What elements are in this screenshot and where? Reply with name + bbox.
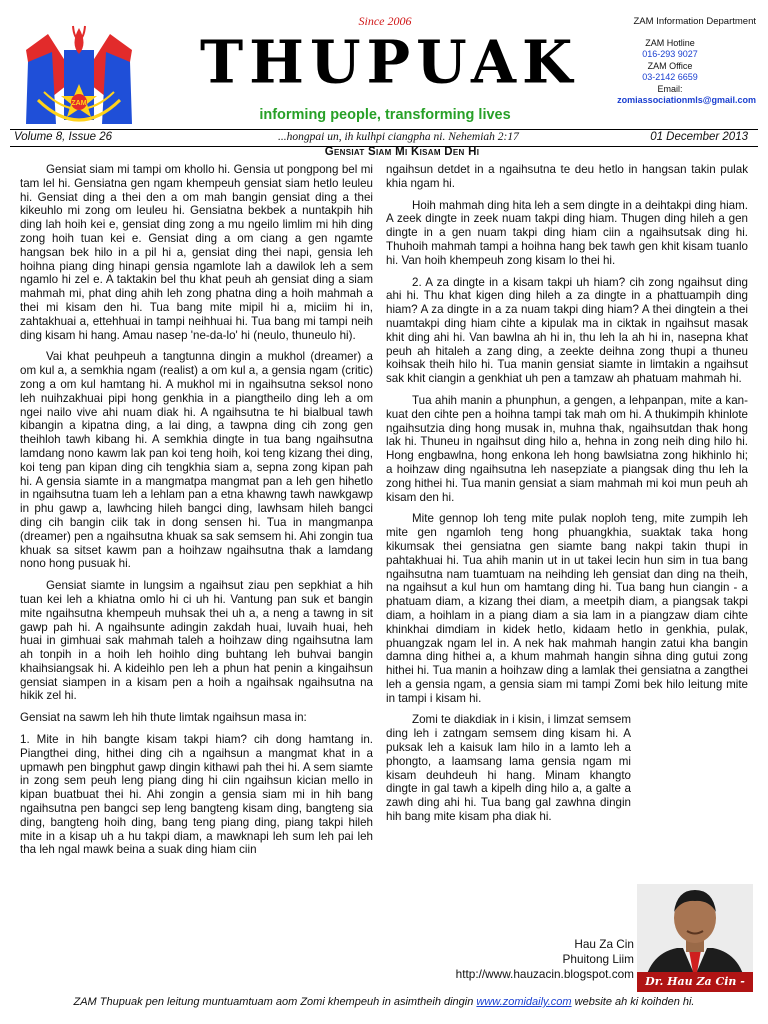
tagline: informing people, transforming lives — [259, 107, 511, 123]
author-blog-link[interactable]: http://www.hauzacin.blogspot.com — [455, 967, 634, 981]
department-label: ZAM Information Department — [633, 16, 756, 27]
footer-website-link[interactable]: www.zomidaily.com — [476, 996, 572, 1008]
paragraph: Zomi te diakdiak in i kisin, i limzat semsem ding leh i zatngam semsem ding kisam hi. A puksak leh a kaisuk lam hilo in a lamto leh a phongto, a laamsang lama gensia ngam mi kisam deuhdeuh hi hang. Minam khangto dingte in gal tawh a kipelh ding hilo a, a galte a zawh ding ahi hi. Tua bang gal zawhna dingin hih bang mite kisam pha diak hi. — [386, 713, 631, 824]
since-label: Since 2006 — [358, 14, 412, 28]
paragraph: ngaihsun detdet in a ngaihsutna te deu hetlo in hangsan takin pulak khia ngam hi. — [386, 163, 748, 190]
paragraph: 2. A za dingte in a kisam takpi uh hiam? cih zong ngaihsut ding ahi hi. Thu khat kigen ding hileh a za dingte in a phattuampih ding hiam? A za dingte in a za nuam takpi ding hiam? A thei dingtein a thei nuamtakpi ding hiam cihte a kipulak ma in ciktak in ngaihsut masak khit ding ahi hi. Van bawlna ah hi in, thu leh la ah hi in, nasepna khat peuh ah hitaleh a zang ding, a zeekte deihna zong thupi a thuneu koihsak theih hilo hi. Tua manin gensiat siamte in limtakin a ngaihsut sak khit ciangin a genkhiat uh pen a tamzaw ah phatuam mahmah hi. — [386, 275, 748, 386]
paragraph: Gensiat siam mi tampi om khollo hi. Gensia ut pongpong bel mi tam lel hi. Gensiatna gen ngam khempeuh gensiat siam hetlo leuleu hi. Gensiat ding a thei den a om mah bangin gensiat ding a thei kikeuhlo mi zong om leuleu hi. Gensiatna bekbek a nuntakpih hih ding lah hoih kei e, gensiat ding zong a mu ngeilo limlim mi hih ding zong hoih tuan kei e. Gensiat ding a om ciang a gen ngamte hangsan bek hilo in a pil hi a, gensiat ding thei napi, gensia leh hoihna piang ding hinapi gensia ngamlote lah a dawilok leh a sem ngamlo hi zel e. A taktakin bel thu khat peuh ah gensiat ding a siam mahmah mi, phat ding ahih leh zong phatna ding a hoih mahmah a thei mi kisam den hi. Tua bang mite mipil hi a, miciim hi in, zahtakhuai a, ettehhuai in tampi neihhuai hi. Tua bang mi tampi neih ding kisam hi hang. Amau nasep 'ne-da-lo' hi (neulo, thuneulo hi). — [20, 163, 373, 342]
issue-date: 01 December 2013 — [650, 131, 748, 143]
article-column-left — [20, 163, 373, 865]
footer-text-end: website ah ki koihden hi. — [574, 996, 695, 1008]
office-number[interactable]: 03-2142 6659 — [642, 72, 698, 82]
email-label: Email: — [657, 83, 683, 94]
footer-text: ZAM Thupuak pen leitung muntuamtuam aom Zomi khempeuh in asimtheih dingin — [73, 996, 474, 1008]
paragraph: Tua ahih manin a phunphun, a gengen, a lehpanpan, mite a kan-kuat den cihte pen a hoihna tampi tak mah om hi. A thukimpih khinlote ngaihsutzia ding hong musak in, muhna thak, ngaihsutdan thak hong lak hi. Thuneu in ngaihsut ding hilo a, hehna in zong neih ding hilo hi. Hong engbawlna, hong enkona leh hong bawlsiatna zong hikhinlo hi; a hoihzaw ding ngaihsutna leh nasepziate a piangsak ding thu leh la zong hithei hi. Tua manin gensiat a siam mahmah mi koi mun peuh ah kisam den hi. — [386, 393, 748, 504]
scripture-quote: ...hongpai un, ih kulhpi ciangpha ni. Nehemiah 2:17 — [278, 131, 519, 143]
logo-text: ZAM — [71, 100, 87, 107]
article-headline: Gensiat Siam Mi Kisam Den Hi — [324, 146, 480, 158]
hotline-number[interactable]: 016-293 9027 — [642, 49, 698, 59]
newspaper-title: THUPUAK — [200, 27, 579, 97]
paragraph: Gensiat na sawm leh hih thute limtak ngaihsun masa in: — [20, 711, 307, 725]
author-location: Phuitong Liim — [562, 952, 634, 966]
contact-info — [580, 16, 760, 107]
paragraph: Mite gennop loh teng mite pulak noploh teng, mite zumpih leh mite gen ngamloh teng hong phuangkhia, suaktak taka hong kikumsak thei gensiatna gen siamte bang nakpi takin thupi in pahtakhuai hi. Tua ahih manin ut in ut takei lecin hun sim in tua bang ngaihsutna nam tuamtuam na neihding leh gensiat dan ding na theih, na ngaihsut a kul hun om hamtang ding hi. Tua bang hun ciangin - a phatuam diam, a kizang thei diam, a meetpih diam, a piangsak takpi diam, a hoihlam in a piang diam a sia lam in a piangzaw diam cihte khinkhai dimdiam in kidek hetlo, kidaam hetlo in genkhia, pulak, phuangzak ngam lel in. A nek hak mahmah hangin zatui kha bangin damna ding hithei a, a khum mahmah hangin sihna ding gutui zong hithei hi. Tua manin a hoihzaw ding a lamlak thei gensiatna a zangthei leh a gensia ngam, a gensia siam mi tampi Zomi bek hilo leitung mite in tampi i kisam hi. — [386, 512, 748, 705]
photo-caption: Dr. Hau Za Cin - — [645, 975, 745, 988]
article-column-right — [386, 163, 748, 832]
author-photo — [637, 884, 753, 992]
paragraph: Vai khat peuhpeuh a tangtunna dingin a mukhol (dreamer) a om kul a, a semkhia ngam (realist) a om kul a, a gensia ngam (critic) zong a om kul hamtang hi. A mukhol mi in ngaihsutna seksol nono leh nuihzakhuai pipi hong genkhia in a piangtheilo ding leh a om ngei nailo vive ahi nuam diak hi. A ngaihsutna te hi bialbual tawh kibangin a kipatna ding, a lai ding, a tawpna ding cih zong gen theihloh tawh kibang hi. A semkhia dingte in tua bang ngaihsutna lamdang nono kawm lak pan koi teng hoih, koi teng kizang thei ding, koi teng pan kipan ding cih tengkhia siam a, sepna zong kipan pah hi. A gensia siamte in a mangmatpa mangmat pan a leh gen hihetlo in ngaihsutna tuam leh a lehlam pan a etna khawng tawh nawkgawp in phu gawp a, lawhcing hileh bangci ding, lawhsam hileh bangci ding cih bangin ciik tak in dong sensen hi. Tua in mangmanpa (dreamer) pen a ngaihsutna khuak sa sak semsem hi. Ahi zongin tua khuak sa sitset kawm pan a hoihzaw ngaihsutna thak a lamdang nono hong pusuak hi. — [20, 350, 373, 571]
issue-bar — [10, 129, 758, 147]
zam-logo — [18, 22, 140, 126]
author-name: Hau Za Cin — [574, 937, 634, 951]
paragraph: Hoih mahmah ding hita leh a sem dingte in a deihtakpi ding hiam. A zeek dingte in zeek nuam takpi ding hiam. Thugen ding hileh a gen dingte in a gen nuam takpi ding hiam ciin a ngaihsutsak ding hi. Thuhoih mahmah tampi a hoihna hang bek tawh gen khit kisam tuanlo hi. Van hoih khempeuh zong kisam lo thei hi. — [386, 198, 748, 267]
author-signature — [424, 937, 634, 982]
paragraph: Gensiat siamte in lungsim a ngaihsut ziau pen sepkhiat a hih tuan kei leh a khiatna omlo hi ci uh hi. Vantung pan suk et bangin mite ngaihsutna khempeuh muhsak thei uh a, a neng a tawng in sit gawp pah hi. A ngaihsunte adingin zakdah huai, luvaih huai, heh huai in gimhuai sak mahmah taleh a hoihzaw ding ngaihsutna lam ah tonpih in a hoih leh hoihlo ding buhtang leh buhvai bangin khaihsiangsak hi. A kideihlo pen leh a phun hat penin a kingaihsun gensiat siampen in a kisam pen a hoih a ngaihsak ngaihsutna na hikik zel hi. — [20, 579, 373, 703]
footer-note — [10, 996, 758, 1008]
paragraph: 1. Mite in hih bangte kisam takpi hiam? cih dong hamtang in. Piangthei ding, hithei ding cih a ngaihsun a mangmat khat in a upmawh pen bingphut gawp dingin kithawi pah thei hi. A sem siamte in zong sem peuh leng piang ding hi ciin ngaihsun kician mello in kipan buatbuat thei hi. Ahi zongin a gensia siam mi in hih bang ngaihsutna pen bangci sep leng bangteng kisam ding, bangteng sia ding, bangteng hoih ding, bang teng piang ding, piang takpi hileh mite in a kisap uh a hu takpi diam, a mawknapi leh sum leh pai leh tha leh ngal mawk beina a suak ding hiam ciin — [20, 733, 373, 857]
hotline-label: ZAM Hotline — [645, 37, 695, 48]
email-link[interactable]: zomiassociationmls@gmail.com — [617, 95, 756, 105]
office-label: ZAM Office — [647, 60, 693, 71]
volume-issue: Volume 8, Issue 26 — [14, 131, 113, 143]
